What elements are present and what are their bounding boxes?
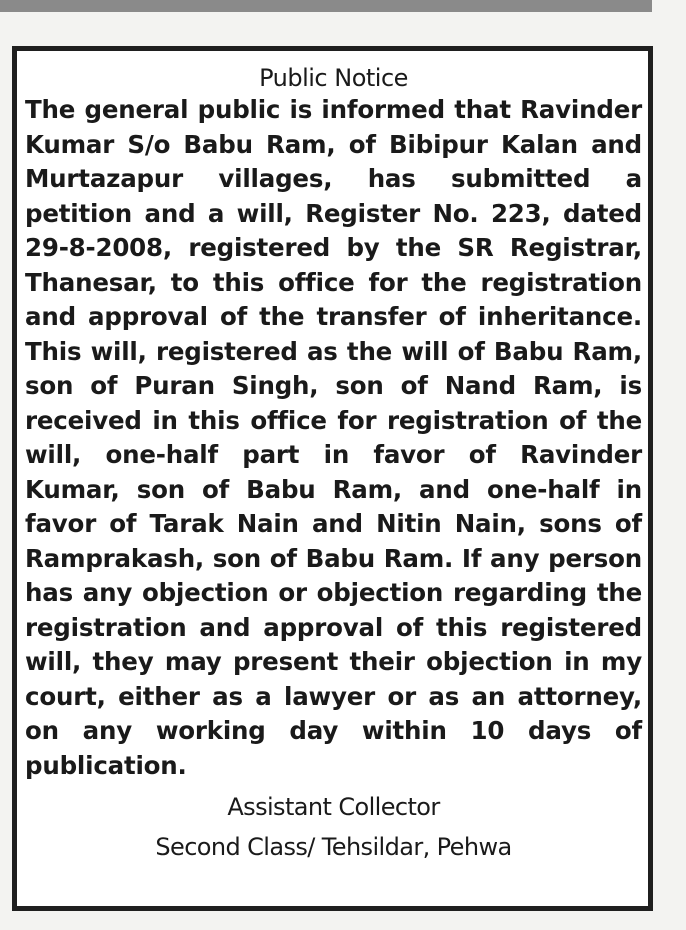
top-gray-band — [0, 0, 652, 12]
notice-body: The general public is informed that Ravinder Kumar S/o Babu Ram, of Bibipur Kalan and Murtazapur villages, has submitted a petition and a will, Register No. 223, dated 29-8-2008, registered by the SR Registrar, Thanesar, to this office for the registration and approval of the transfer of inheritance. This will, registered as the will of Babu Ram, son of Puran Singh, son of Nand Ram, is received in this office for registration of the will, one-half part in favor of Ravinder Kumar, son of Babu Ram, and one-half in favor of Tarak Nain and Nitin Nain, sons of Ramprakash, son of Babu Ram. If any person has any objection or objection regarding the registration and approval of this registered will, they may present their objection in my court, either as a lawyer or as an attorney, on any working day within 10 days of publication. — [25, 95, 642, 780]
notice-title: Public Notice — [259, 64, 408, 92]
public-notice-box — [12, 46, 653, 911]
signatory-office: Second Class/ Tehsildar, Pehwa — [155, 833, 512, 861]
signature-block — [25, 787, 642, 867]
notice-content — [17, 51, 648, 867]
signatory-title: Assistant Collector — [227, 793, 440, 821]
